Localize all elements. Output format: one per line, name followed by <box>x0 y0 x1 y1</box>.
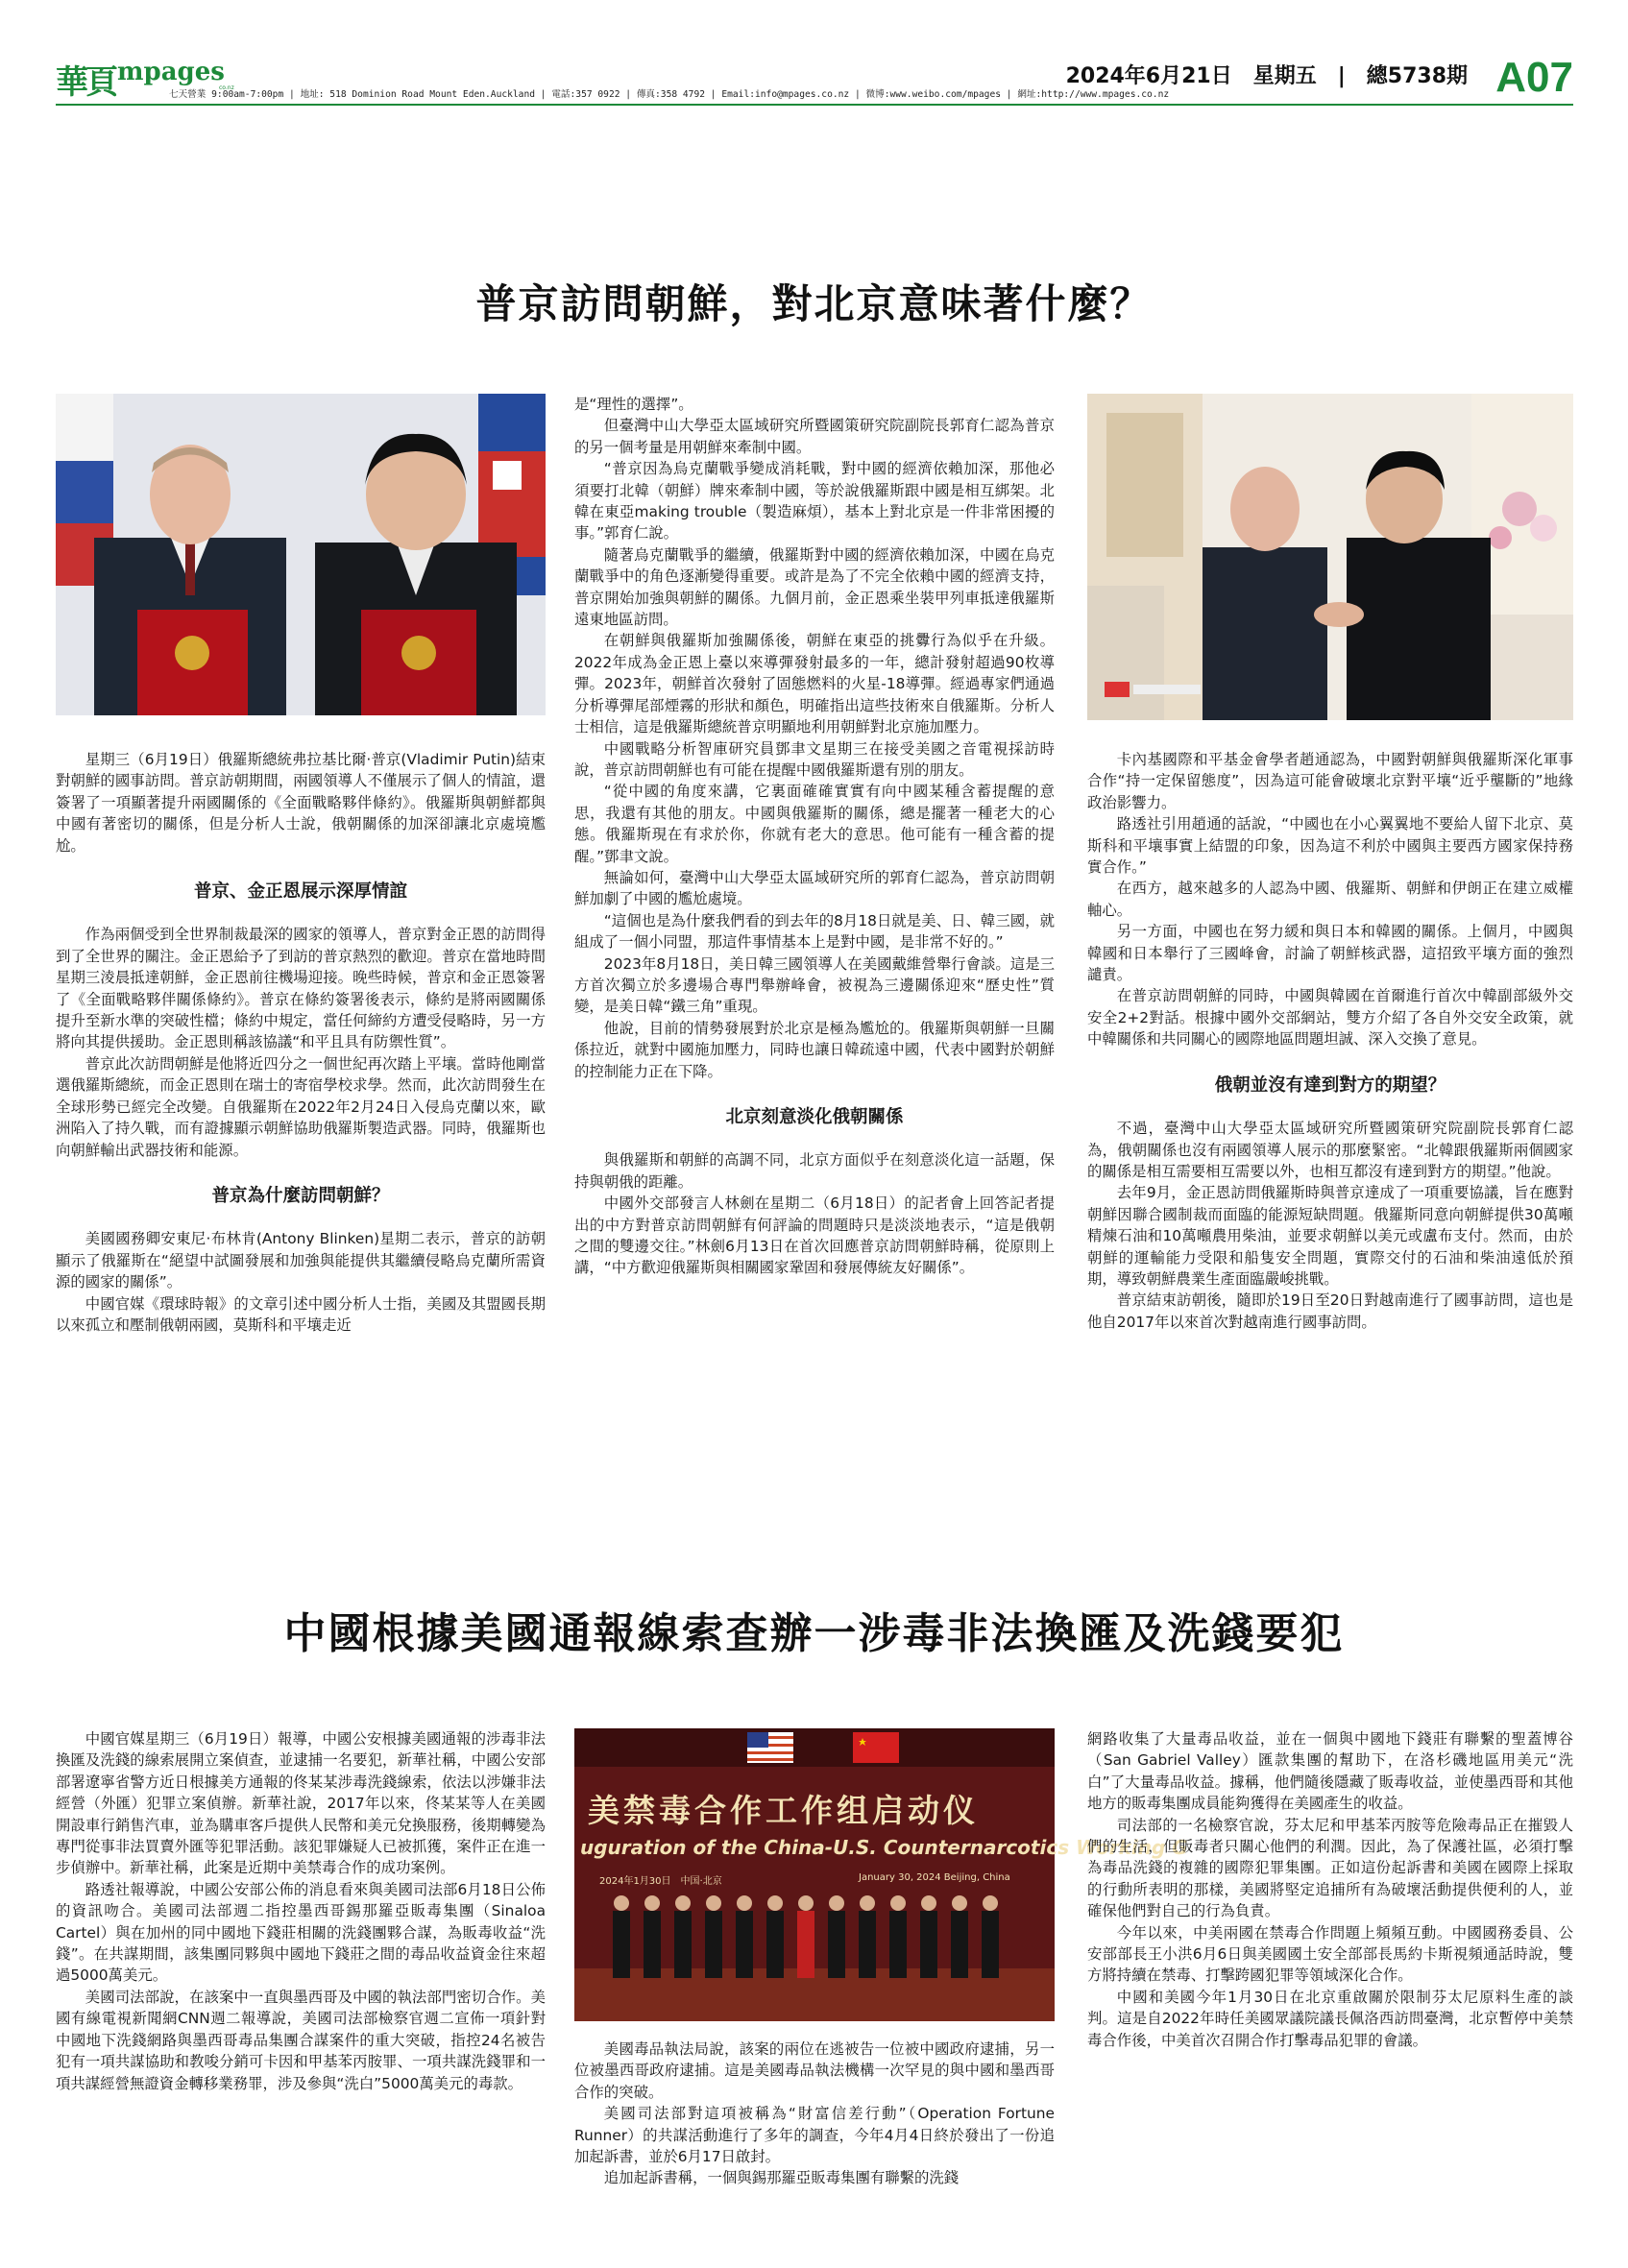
subheading-expectations: 俄朝並沒有達到對方的期望？ <box>1214 1074 1446 1096</box>
paragraph: 路透社報導說，中國公安部公佈的消息看來與美國司法部6月18日公佈的資訊吻合。美國司法部週二指控墨西哥錫那羅亞販毒集團（Sinaloa Cartel）與在加州的同中國地下錢莊相關的洗錢團夥合謀，為販毒收益“洗錢”。在共謀期間，該集團同夥與中國地下錢莊之間的毒品收益資金往來超過5000萬美元。 <box>56 1880 546 1985</box>
paragraph: 中國官媒《環球時報》的文章引述中國分析人士指，美國及其盟國長期以來孤立和壓制俄朝兩國，莫斯科和平壤走近 <box>56 1294 546 1334</box>
page-number: A07 <box>1495 54 1573 101</box>
paragraph: 路透社引用趙通的話說，“中國也在小心翼翼地不要給人留下北京、莫斯科和平壤事實上結盟的印象，因為這不利於中國與主要西方國家保持務實合作。” <box>1087 815 1573 877</box>
paragraph: 與俄羅斯和朝鮮的高調不同，北京方面似乎在刻意淡化這一話題，保持與朝俄的距離。 <box>574 1151 1055 1191</box>
paragraph: 在西方，越來越多的人認為中國、俄羅斯、朝鮮和伊朗正在建立威權軸心。 <box>1087 880 1573 919</box>
paragraph: 在朝鮮與俄羅斯加強關係後，朝鮮在東亞的挑釁行為似乎在升級。2022年成為金正恩上臺以來導彈發射最多的一年，總計發射超過90枚導彈。2023年，朝鮮首次發射了固態燃料的火星-18導彈。經過專家們通過分析導彈尾部煙霧的形狀和顏色，明確指出這些技術來自俄羅斯。分析人士相信，這是俄羅斯總統普京明顯地利用朝鮮對北京施加壓力。 <box>574 632 1055 736</box>
subheading-beijing-downplays: 北京刻意淡化俄朝關係 <box>725 1107 904 1127</box>
article2-column-2 <box>574 2039 1055 2189</box>
issue-date: 2024年6月21日 星期五 | 總5738期 <box>1065 64 1468 88</box>
paragraph: 追加起訴書稱，一個與錫那羅亞販毒集團有聯繫的洗錢 <box>603 2169 960 2187</box>
paragraph: 司法部的一名檢察官說，芬太尼和甲基苯丙胺等危險毒品正在摧毀人們的生活，但販毒者只關心他們的利潤。因此，為了保護社區，必須打擊為毒品洗錢的複雜的國際犯罪集團。正如這份起訴書和美國在國際上採取的行動所表明的那樣，美國將堅定追捕所有為破壞活動提供便利的人，並確保他們對自己的行為負責。 <box>1087 1816 1573 1920</box>
paragraph: 中國官媒星期三（6月19日）報導，中國公安根據美國通報的涉毒非法換匯及洗錢的線索展開立案偵查，並逮捕一名要犯，新華社稱，中國公安部部署遼寧省警方近日根據美方通報的佟某某涉毒洗錢線索，依法以涉嫌非法經營（外匯）犯罪立案偵辦。新華社說，2017年以來，佟某某等人在美國開設車行銷售汽車，並為購車客戶提供人民幣和美元兌換服務，後期轉變為專門從事非法買賣外匯等犯罪活動。該犯罪嫌疑人已被抓獲，案件正在進一步偵辦中。新華社稱，此案是近期中美禁毒合作的成功案例。 <box>56 1730 546 1877</box>
article2-title: 中國根據美國通報線索查辦一涉毒非法換匯及洗錢要犯 <box>283 1609 1345 1658</box>
paragraph: 網路收集了大量毒品收益，並在一個與中國地下錢莊有聯繫的聖蓋博谷（San Gabriel Valley）匯款集團的幫助下，在洛杉磯地區用美元“洗白”了大量毒品收益。據稱，他們隨後隱藏了販毒收益，並使墨西哥和其他地方的販毒集團成員能夠獲得在美國產生的收益。 <box>1087 1730 1573 1813</box>
paragraph: 中國和美國今年1月30日在北京重啟關於限制芬太尼原料生產的談判。這是自2022年時任美國眾議院議長佩洛西訪問臺灣，北京暫停中美禁毒合作後，中美首次召開合作打擊毒品犯罪的會議。 <box>1087 1988 1573 2049</box>
article1-title: 普京訪問朝鮮，對北京意味著什麼？ <box>475 280 1153 327</box>
subheading-why-visit: 普京為什麼訪問朝鮮？ <box>211 1185 390 1206</box>
article1-column-2 <box>574 394 1055 1279</box>
paragraph: 去年9月，金正恩訪問俄羅斯時與普京達成了一項重要協議，旨在應對朝鮮因聯合國制裁而面臨的能源短缺問題。俄羅斯同意向朝鮮提供30萬噸精煉石油和10萬噸農用柴油，並要求朝鮮以美元或盧布支付。然而，由於朝鮮的運輸能力受限和船隻安全問題，實際交付的石油和柴油遠低於預期，導致朝鮮農業生產面臨嚴峻挑戰。 <box>1087 1184 1573 1288</box>
logo-sub: co.nz <box>219 84 234 91</box>
paragraph: 不過，臺灣中山大學亞太區域研究所暨國策研究院副院長郭育仁認為，俄朝關係也沒有兩國領導人展示的那麼緊密。“北韓跟俄羅斯兩個國家的關係是相互需要相互需要以外，也相互都沒有達到對方的期望。”他說。 <box>1087 1120 1573 1180</box>
paragraph: “從中國的角度來講，它裏面確確實實有向中國某種含蓄提醒的意思，我還有其他的朋友。中國與俄羅斯的關係，總是擺著一種老大的心態。俄羅斯現在有求於你，你就有老大的意思。他可能有一種含蓄的提醒。”鄧聿文說。 <box>574 783 1055 865</box>
paragraph: “普京因為烏克蘭戰爭變成消耗戰，對中國的經濟依賴加深，那他必須要打北韓（朝鮮）牌來牽制中國，等於說俄羅斯跟中國是相互綁架。北韓在東亞making trouble（製造麻煩），基本上對北京是一件非常困擾的事。”郭育仁說。 <box>574 460 1055 543</box>
paragraph: 另一方面，中國也在努力緩和與日本和韓國的關係。上個月，中國與韓國和日本舉行了三國峰會，討論了朝鮮核武器，這招致平壤方面的強烈譴責。 <box>1087 923 1573 984</box>
paragraph: “這個也是為什麼我們看的到去年的8月18日就是美、日、韓三國，就組成了一個小同盟，那這件事情基本上是對中國，是非常不好的。” <box>574 911 1055 952</box>
paragraph: 今年以來，中美兩國在禁毒合作問題上頻頻互動。中國國務委員、公安部部長王小洪6月6日與美國國土安全部部長馬約卡斯視頻通話時說，雙方將持續在禁毒、打擊跨國犯罪等領域深化合作。 <box>1087 1923 1573 1985</box>
paragraph: 普京結束訪朝後，隨即於19日至20日對越南進行了國事訪問，這也是他自2017年以來首次對越南進行國事訪問。 <box>1087 1291 1573 1331</box>
paragraph: 美國司法部說，在該案中一直與墨西哥及中國的執法部門密切合作。美國有線電視新聞網CNN週二報導說，美國司法部檢察官週二宣佈一項針對中國地下洗錢網路與墨西哥毒品集團合謀案件的重大突破，指控24名被告犯有一項共謀協助和教唆分銷可卡因和甲基苯丙胺罪、一項共謀洗錢罪和一項共謀經營無證資金轉移業務罪，涉及參與“洗白”5000萬美元的毒款。 <box>56 1988 546 2092</box>
article1-column-3 <box>1087 749 1573 1333</box>
paragraph: 是“理性的選擇”。 <box>574 396 693 413</box>
paragraph: 但臺灣中山大學亞太區域研究所暨國策研究院副院長郭育仁認為普京的另一個考量是用朝鮮來牽制中國。 <box>574 417 1055 456</box>
masthead <box>56 44 1573 111</box>
paragraph: 美國毒品執法局說，該案的兩位在逃被告一位被中國政府逮捕，另一位被墨西哥政府逮捕。這是美國毒品執法機構一次罕見的與中國和墨西哥合作的突破。 <box>574 2040 1055 2101</box>
paragraph: 中國外交部發言人林劍在星期二（6月18日）的記者會上回答記者提出的中方對普京訪問朝鮮有何評論的問題時只是淡淡地表示，“這是俄朝之間的雙邊交往。”林劍6月13日在首次回應普京訪問朝鮮時稱，從原則上講，“中方歡迎俄羅斯與相關國家鞏固和發展傳統友好關係”。 <box>574 1194 1055 1277</box>
paragraph: 中國戰略分析智庫研究員鄧聿文星期三在接受美國之音電視採訪時說，普京訪問朝鮮也有可能在提醒中國俄羅斯還有別的朋友。 <box>574 739 1055 779</box>
banner-date-cn: 2024年1月30日 中国·北京 <box>599 1876 722 1887</box>
photo-treaty-signing <box>56 394 546 715</box>
photo-counternarcotics-meeting <box>574 1728 1188 2021</box>
paragraph: 2023年8月18日，美日韓三國領導人在美國戴維營舉行會談。這是三方首次獨立於多邊場合專門舉辦峰會，被視為三邊關係迎來“歷史性”質變，是美日韓“鐵三角”重現。 <box>574 954 1055 1016</box>
paragraph: 星期三（6月19日）俄羅斯總統弗拉基比爾·普京(Vladimir Putin)結束對朝鮮的國事訪問。普京訪朝期間，兩國領導人不僅展示了個人的情誼，還簽署了一項顯著提升兩國關係的《全面戰略夥伴條約》。俄羅斯與朝鮮都與中國有著密切的關係，但是分析人士說，俄朝關係的加深卻讓北京處境尷尬。 <box>56 751 546 855</box>
paragraph: 他說，目前的情勢發展對於北京是極為尷尬的。俄羅斯與朝鮮一旦關係拉近，就對中國施加壓力，同時也讓日韓疏遠中國，代表中國對於朝鮮的控制能力正在下降。 <box>574 1019 1055 1080</box>
banner-english-text: uguration of the China-U.S. Counternarcotics Working G <box>580 1836 1188 1859</box>
article2-column-1 <box>56 1728 546 2094</box>
article2-column-3 <box>1087 1728 1573 2051</box>
banner-chinese-text: 美禁毒合作工作组启动仪 <box>588 1792 979 1829</box>
paragraph: 作為兩個受到全世界制裁最深的國家的領導人，普京對金正恩的訪問得到了全世界的關注。金正恩給予了到訪的普京熱烈的歡迎。普京在當地時間星期三淩晨抵達朝鮮，金正恩前往機場迎接。晚些時候，普京和金正恩簽署了《全面戰略夥伴關係條約》。普京在條約簽署後表示，條約是將兩國關係提升至新水準的突破性檔；條約中規定，當任何締約方遭受侵略時，另一方將向其提供援助。金正恩則稱該協議“和平且具有防禦性質”。 <box>56 926 546 1051</box>
treaty-signing-illustration <box>56 394 546 715</box>
banner-date-en: January 30, 2024 Beijing, China <box>859 1872 1010 1883</box>
paragraph: 普京此次訪問朝鮮是他將近四分之一個世紀再次踏上平壤。當時他剛當選俄羅斯總統，而金正恩則在瑞士的寄宿學校求學。然而，此次訪問發生在全球形勢已經完全改變。自俄羅斯在2022年2月24日入侵烏克蘭以來，歐洲陷入了持久戰，而有證據顯示朝鮮協助俄羅斯製造武器。同時，俄羅斯也向朝鮮輸出武器技術和能源。 <box>56 1054 546 1159</box>
paragraph: 美國司法部對這項被稱為“財富信差行動”（Operation Fortune Runner）的共謀活動進行了多年的調查，今年4月4日終於發出了一份追加起訴書，並於6月17日啟封。 <box>574 2105 1055 2166</box>
contact-info: 七天營業 9:00am-7:00pm | 地址: 518 Dominion Road Mount Eden.Auckland | 電話:357 0922 | 傳真:358 4792 | Email:info@mpages.co.nz | 微博:www.weibo.com/mpages | 網址:http://www.mpages.co.nz <box>169 89 1170 100</box>
handshake-illustration <box>1087 394 1573 720</box>
logo-cn: 華頁 <box>56 63 115 102</box>
paragraph: 在普京訪問朝鮮的同時，中國與韓國在首爾進行首次中韓副部級外交安全2+2對話。根據中國外交部網站，雙方介紹了各自外交安全政策，就中韓關係和共同關心的國際地區問題坦誠、深入交換了意見。 <box>1087 987 1573 1049</box>
header-rule <box>56 104 1573 106</box>
paragraph: 無論如何，臺灣中山大學亞太區域研究所的郭育仁認為，普京訪問朝鮮加劇了中國的尷尬處境。 <box>574 868 1055 908</box>
article1-column-1 <box>56 749 546 1336</box>
subheading-putin-kim: 普京、金正恩展示深厚情誼 <box>193 881 407 903</box>
paragraph: 美國國務卿安東尼·布林肯(Antony Blinken)星期二表示，普京的訪朝顯示了俄羅斯在“絕望中試圖發展和加強與能提供其繼續侵略烏克蘭所需資源的國家的關係”。 <box>56 1230 546 1291</box>
photo-handshake <box>1087 394 1573 720</box>
paragraph: 隨著烏克蘭戰爭的繼續，俄羅斯對中國的經濟依賴加深，中國在烏克蘭戰爭中的角色逐漸變得重要。或許是為了不完全依賴中國的經濟支持，普京開始加強與朝鮮的關係。九個月前，金正恩乘坐裝甲列車抵達俄羅斯遠東地區訪問。 <box>574 545 1055 629</box>
logo-en: mpages <box>117 58 225 86</box>
paragraph: 卡內基國際和平基金會學者趙通認為，中國對朝鮮與俄羅斯深化軍事合作“持一定保留態度”，因為這可能會破壞北京對平壤“近乎壟斷的”地緣政治影響力。 <box>1087 751 1573 811</box>
